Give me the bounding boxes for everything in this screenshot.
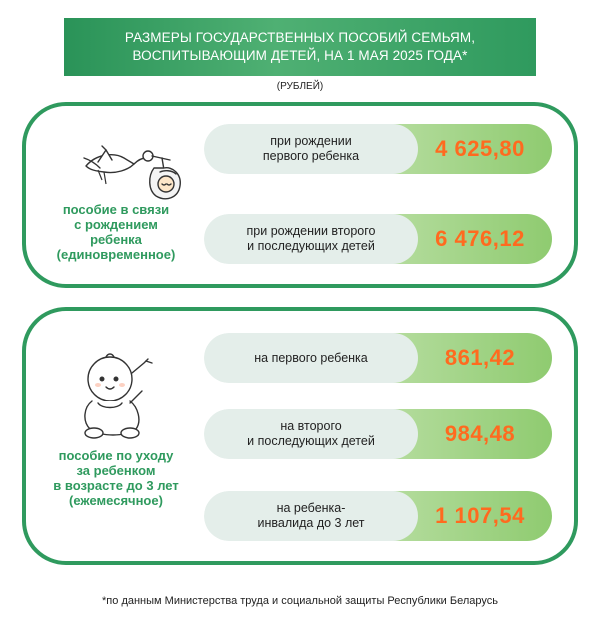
- footnote: *по данным Министерства труда и социальной защиты Республики Беларусь: [102, 595, 498, 607]
- row-label: на второго и последующих детей: [204, 409, 418, 459]
- unit-label: (РУБЛЕЙ): [276, 81, 324, 92]
- baby-sitting-icon: [72, 349, 164, 443]
- row-label: при рождении второго и последующих детей: [204, 214, 418, 264]
- row-value: 6 476,12: [392, 214, 552, 264]
- row-label: на первого ребенка: [204, 333, 418, 383]
- childcare-allowance-caption: пособие по уходу за ребенком в возрасте до 3 лет (ежемесячное): [53, 448, 179, 508]
- care-disabled-child-row: [204, 491, 552, 541]
- row-label: при рождении первого ребенка: [204, 124, 418, 174]
- birth-second-child-row: [204, 214, 552, 264]
- title-line-1: РАЗМЕРЫ ГОСУДАРСТВЕННЫХ ПОСОБИЙ СЕМЬЯМ,: [124, 30, 476, 45]
- title-line-2: ВОСПИТЫВАЮЩИМ ДЕТЕЙ, НА 1 МАЯ 2025 ГОДА*: [132, 48, 468, 63]
- stork-with-baby-icon: [76, 144, 186, 206]
- row-value: 4 625,80: [392, 124, 552, 174]
- care-first-child-row: [204, 333, 552, 383]
- row-label: на ребенка- инвалида до 3 лет: [204, 491, 418, 541]
- row-value: 1 107,54: [392, 491, 552, 541]
- row-value: 861,42: [392, 333, 552, 383]
- care-second-child-row: [204, 409, 552, 459]
- birth-allowance-caption: пособие в связи с рождением ребенка (единовременное): [56, 202, 176, 262]
- birth-allowance-section: [22, 102, 578, 288]
- row-value: 984,48: [392, 409, 552, 459]
- page-title: [64, 18, 536, 76]
- childcare-allowance-section: [22, 307, 578, 565]
- birth-first-child-row: [204, 124, 552, 174]
